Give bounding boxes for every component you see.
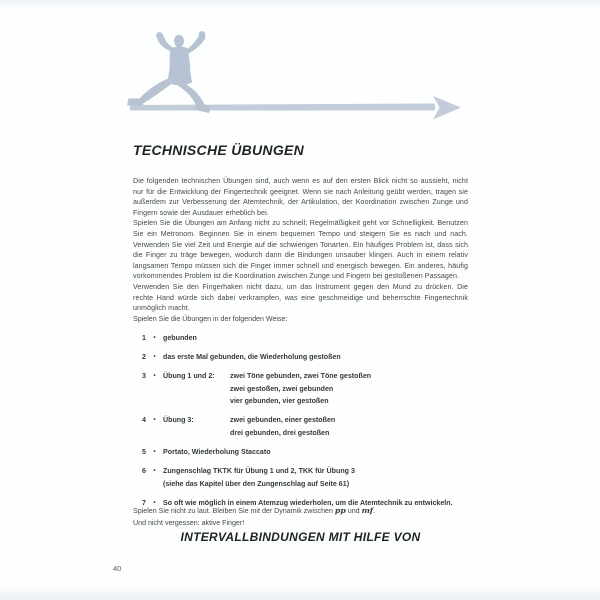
closing-line-1	[133, 505, 468, 518]
item-line: zwei Töne gebunden, zwei Töne gestoßen	[230, 372, 372, 381]
closing-text	[133, 505, 468, 529]
athlete-silhouette-icon	[127, 31, 211, 113]
closing-part-3: .	[373, 507, 376, 515]
page-number: 40	[113, 564, 122, 573]
dynamic-pp: pp	[334, 506, 346, 515]
item-line: Zungenschlag TKTK für Übung 1 und 2, TKK für Übung 3	[163, 467, 355, 476]
item-lines	[230, 414, 335, 439]
bullet-icon: •	[153, 354, 156, 361]
bullet-icon: •	[153, 468, 156, 475]
paragraph-3: Verwenden Sie den Fingerhaken nicht dazu, um das Instrument gegen den Mund zu drücken. Die rechte Hand würde sich dabei verkrampfen, was eine geschmeidige und beherrschte Fingertechnik unmöglich macht.	[133, 282, 468, 313]
dynamic-mf: mf	[361, 506, 374, 515]
page-bottom-shadow	[0, 586, 600, 600]
long-right-arrow-icon	[130, 96, 461, 120]
chapter-logo	[120, 25, 500, 125]
page-top-shadow	[0, 0, 600, 10]
closing-part-1: Spielen Sie nicht zu laut. Bleiben Sie mit der Dynamik zwischen	[133, 507, 335, 515]
closing-line-2: Und nicht vergessen: aktive Finger!	[133, 518, 245, 527]
paragraph-2: Spielen Sie die Übungen am Anfang nicht zu schnell; Regelmäßigkeit geht vor Schnelligkeit. Benutzen Sie ein Metronom. Beginnen Sie in einem bequemen Tempo und steigern Sie es nach und nach. Verwenden Sie viel Zeit und Energie auf die schwierigen Tonarten. Ein häufiges Problem ist, dass sich die Finger zu träge bewegen, wodurch dann die Bindungen unsauber klingen. Auch in einem relativ langsamen Tempo müssen sich die Finger immer schnell und energisch bewegen. Ein anderes, häufig vorkommendes Problem ist die Koordination zwischen Zunge und Fingern bei gestoßenen Passagen.	[133, 219, 468, 281]
bullet-icon: •	[153, 499, 156, 506]
item-number: 7	[142, 498, 146, 507]
item-number: 1	[142, 334, 146, 342]
closing-part-2: und	[345, 507, 362, 515]
list-item	[133, 465, 468, 490]
logo-graphic	[120, 25, 500, 125]
list-item	[133, 446, 468, 459]
list-item	[133, 351, 468, 364]
bullet-icon: •	[153, 335, 156, 341]
item-number: 4	[142, 416, 146, 425]
item-line: (siehe das Kapitel über den Zungenschlag auf Seite 61)	[163, 479, 350, 488]
item-line: zwei gestoßen, zwei gebunden	[230, 384, 334, 393]
item-label: Übung 3:	[163, 416, 194, 425]
item-text: So oft wie möglich in einem Atemzug wiederholen, um die Atemtechnik zu entwickeln.	[163, 498, 453, 507]
item-line: zwei gebunden, einer gestoßen	[230, 416, 336, 425]
list-item	[133, 370, 468, 408]
item-text: Portato, Wiederholung Staccato	[163, 448, 271, 457]
body-text	[133, 176, 468, 314]
bullet-icon: •	[153, 417, 156, 424]
item-text: das erste Mal gebunden, die Wiederholung gestoßen	[163, 353, 341, 362]
next-section-heading: INTERVALLBINDUNGEN MIT HILFE VON	[180, 530, 421, 544]
page-title: TECHNISCHE ÜBUNGEN	[133, 142, 305, 158]
list-intro: Spielen Sie die Übungen in der folgenden Weise:	[133, 315, 288, 323]
item-line: vier gebunden, vier gestoßen	[230, 397, 329, 406]
paragraph-1: Die folgenden technischen Übungen sind, auch wenn es auf den ersten Blick nicht so aussieht, nicht nur für die Entwicklung der Fingertechnik geeignet. Wenn sie nach Anleitung geübt werden, tragen sie außerdem zur Verbesserung der Atemtechnik, der Artikulation, der Koordination zwischen Zunge und Fingern sowie der Ausdauer erheblich bei.	[133, 177, 468, 217]
bullet-icon: •	[153, 449, 156, 456]
item-number: 5	[142, 448, 146, 457]
list-item	[133, 332, 468, 345]
list-item	[133, 414, 468, 439]
item-lines	[230, 370, 371, 408]
item-number: 3	[142, 372, 146, 381]
item-text: gebunden	[163, 334, 197, 342]
exercise-list	[133, 332, 468, 516]
item-number: 2	[142, 353, 146, 362]
item-number: 6	[142, 467, 146, 476]
item-label: Übung 1 und 2:	[163, 372, 215, 381]
item-line: drei gebunden, drei gestoßen	[230, 429, 330, 438]
bullet-icon: •	[153, 373, 156, 380]
item-lines	[163, 465, 355, 490]
